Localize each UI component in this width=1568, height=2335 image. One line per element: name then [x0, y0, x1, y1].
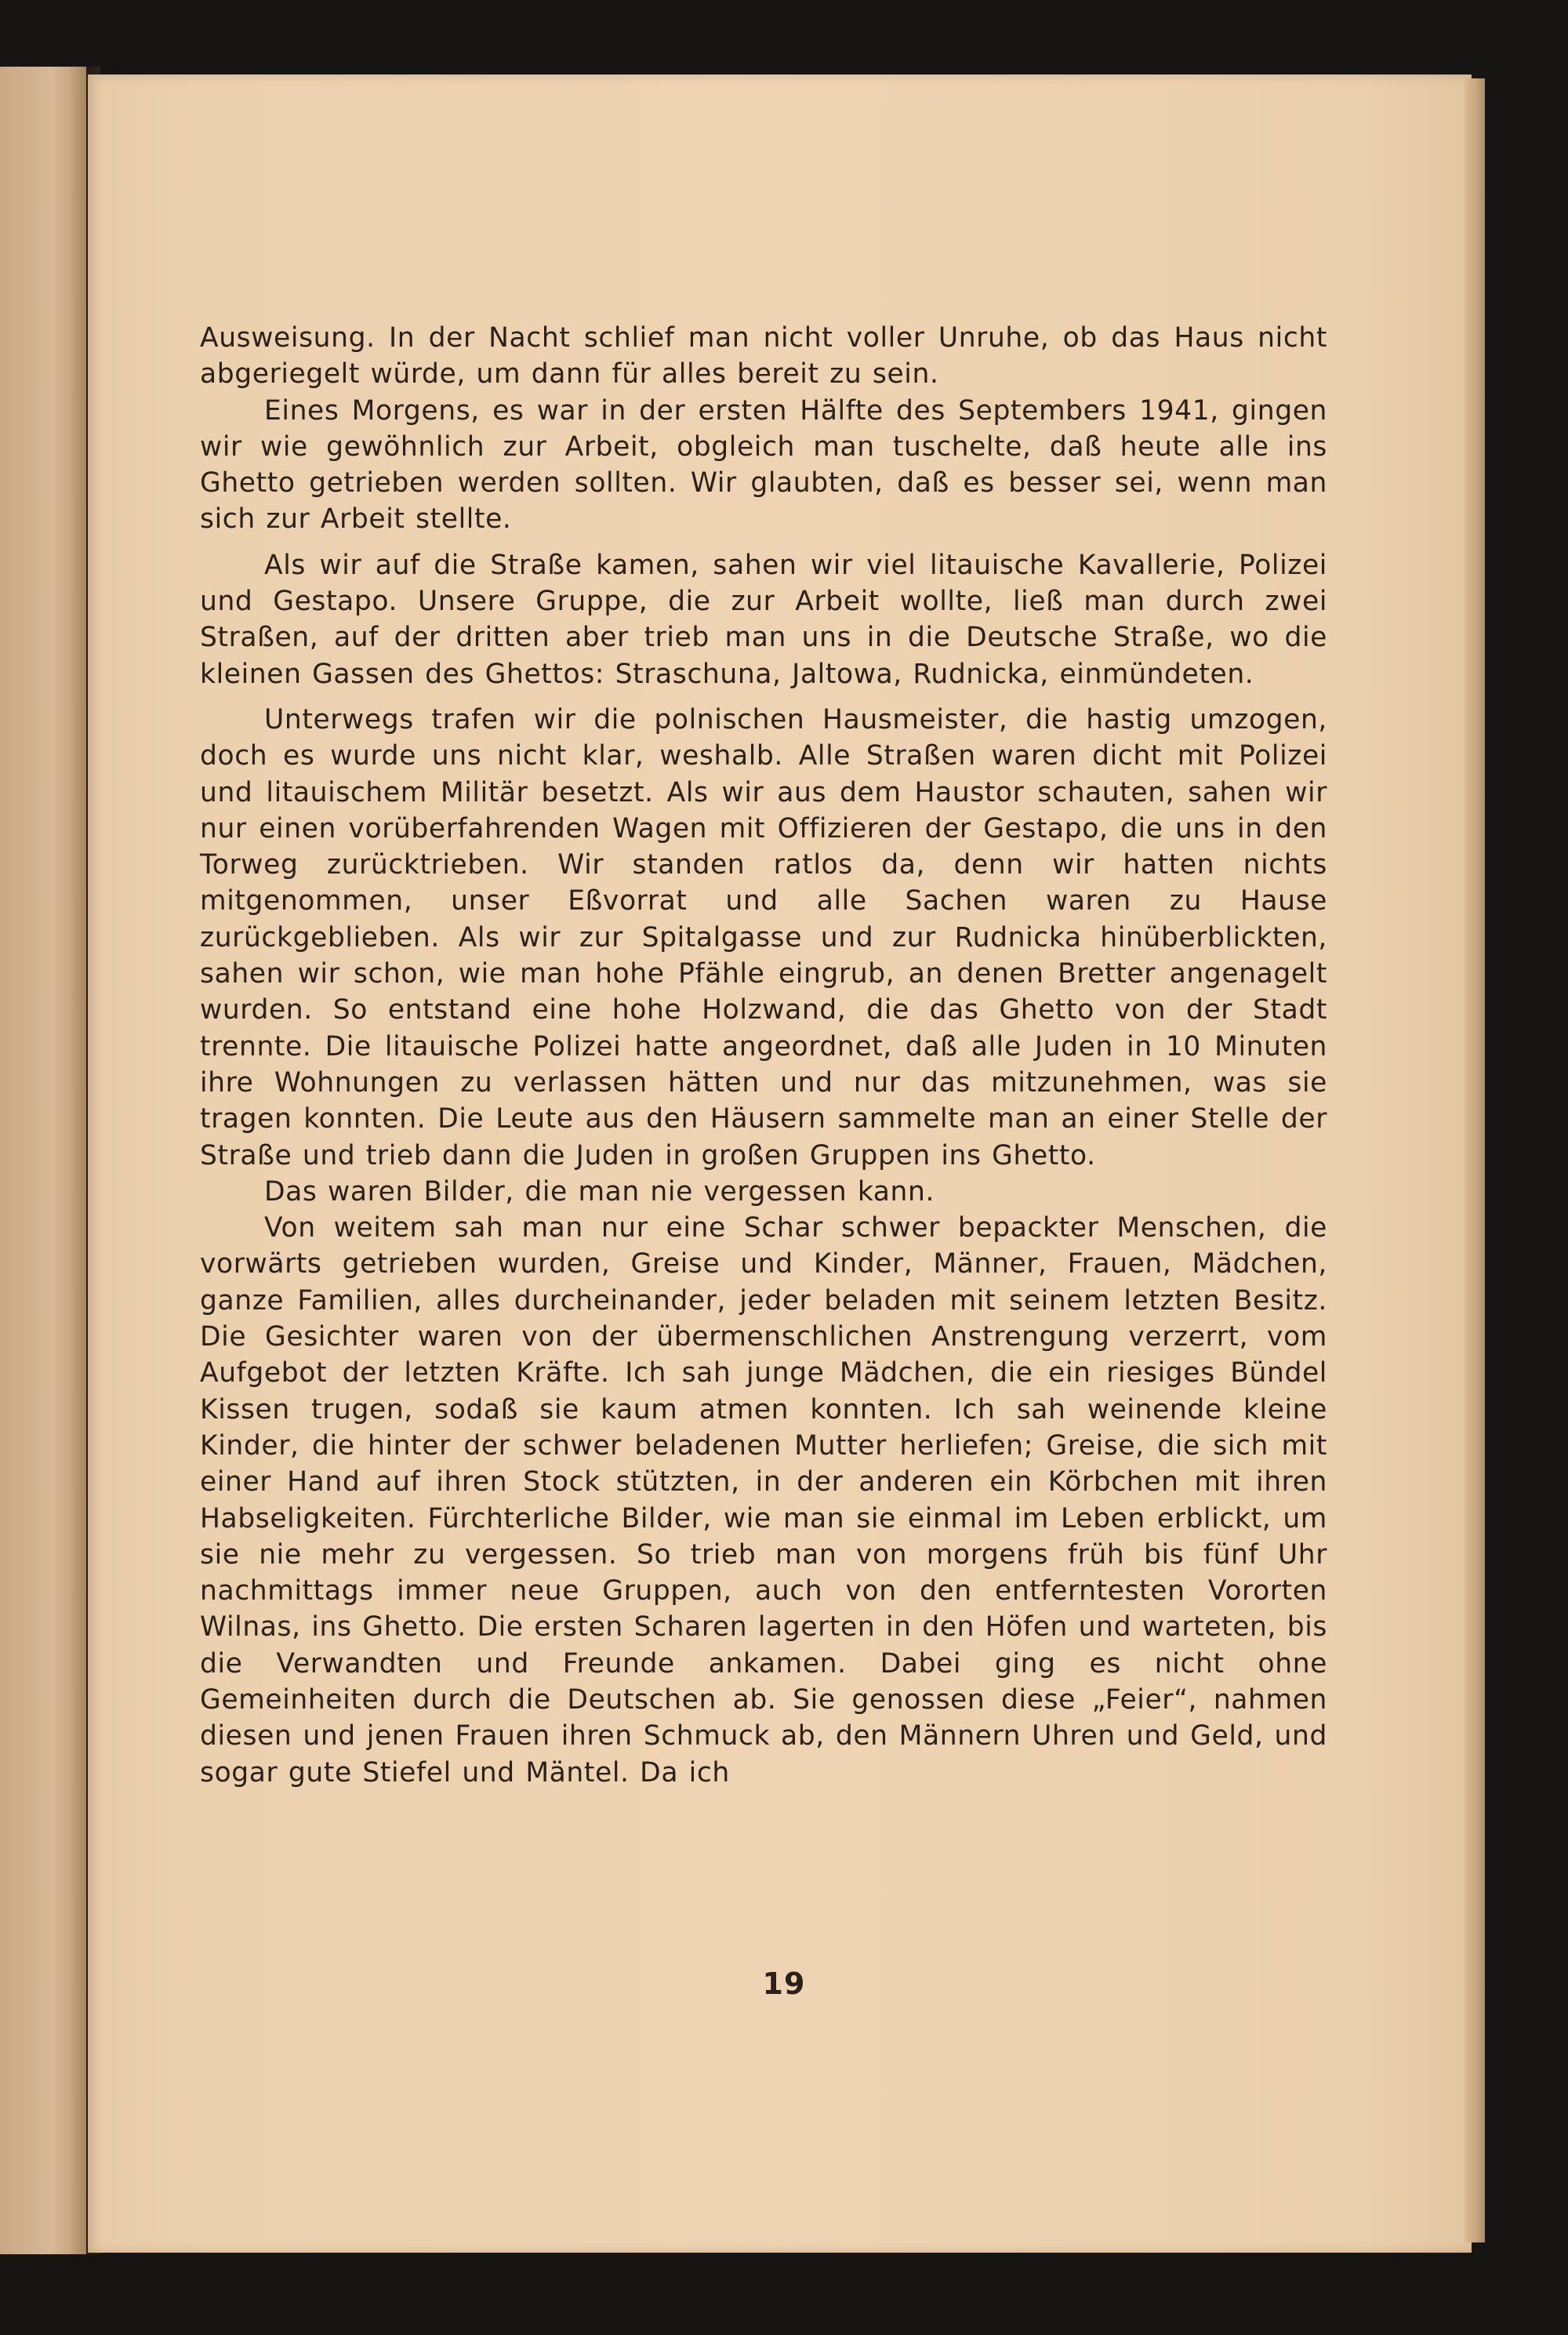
- page-stack-edge: [1465, 78, 1485, 2242]
- page-number: 19: [762, 1966, 806, 2001]
- paragraph-4: Unterwegs trafen wir die polnischen Hausmeister, die hastig umzogen, doch es wurde uns nicht klar, weshalb. Alle Straßen waren dicht mit Polizei und litauischem Militär besetzt. Als wir aus dem Haustor schauten, sahen wir nur einen vorüberfahrenden Wagen mit Offizieren der Gestapo, die uns in den Torweg zurücktrieben. Wir standen ratlos da, denn wir hatten nichts mitgenommen, unser Eßvorrat und alle Sachen waren zu Hause zurückgeblieben. Als wir zur Spitalgasse und zur Rudnicka hinüberblickten, sahen wir schon, wie man hohe Pfähle eingrub, an denen Bretter angenagelt wurden. So entstand eine hohe Holzwand, die das Ghetto von der Stadt trennte. Die litauische Polizei hatte angeordnet, daß alle Juden in 10 Minuten ihre Wohnungen zu verlassen hätten und nur das mitzunehmen, was sie tragen konnten. Die Leute aus den Häusern sammelte man an einer Stelle der Straße und trieb dann die Juden in großen Gruppen ins Ghetto.: [200, 703, 1327, 1171]
- paragraph-2: Eines Morgens, es war in der ersten Hälfte des Septembers 1941, gingen wir wie gewöhnlich zur Arbeit, obgleich man tuschelte, daß heute alle ins Ghetto getrieben werden sollten. Wir glaubten, daß es besser sei, wenn man sich zur Arbeit stellte.: [200, 394, 1327, 536]
- paragraph-1: Ausweisung. In der Nacht schlief man nicht voller Unruhe, ob das Haus nicht abgeriegelt würde, um dann für alles bereit zu sein.: [200, 322, 1327, 390]
- paragraph-3: Als wir auf die Straße kamen, sahen wir viel litauische Kavallerie, Polizei und Gestapo. Unsere Gruppe, die zur Arbeit wollte, ließ man durch zwei Straßen, auf der dritten aber trieb man uns in die Deutsche Straße, wo die kleinen Gassen des Ghettos: Straschuna, Jaltowa, Rudnicka, einmündeten.: [200, 549, 1327, 690]
- paragraph-5: Das waren Bilder, die man nie vergessen kann.: [264, 1175, 935, 1207]
- paragraph-6: Von weitem sah man nur eine Schar schwer bepackter Menschen, die vorwärts getrieben wurden, Greise und Kinder, Männer, Frauen, Mädchen, ganze Familien, alles durcheinander, jeder beladen mit seinem letzten Besitz. Die Gesichter waren von der übermenschlichen Anstrengung verzerrt, vom Aufgebot der letzten Kräfte. Ich sah junge Mädchen, die ein riesiges Bündel Kissen trugen, sodaß sie kaum atmen konnten. Ich sah weinende kleine Kinder, die hinter der schwer beladenen Mutter herliefen; Greise, die sich mit einer Hand auf ihren Stock stützten, in der anderen ein Körbchen mit ihren Habseligkeiten. Fürchterliche Bilder, wie man sie einmal im Leben erblickt, um sie nie mehr zu vergessen. So trieb man von morgens früh bis fünf Uhr nachmittags immer neue Gruppen, auch von den entferntesten Vororten Wilnas, ins Ghetto. Die ersten Scharen lagerten in den Höfen und warteten, bis die Verwandten und Freunde ankamen. Dabei ging es nicht ohne Gemeinheiten durch die Deutschen ab. Sie genossen diese „Feier“, nahmen diesen und jenen Frauen ihren Schmuck ab, den Männern Uhren und Geld, und sogar gute Stiefel und Mäntel. Da ich: [200, 1212, 1327, 1788]
- body-text: [200, 320, 1327, 1791]
